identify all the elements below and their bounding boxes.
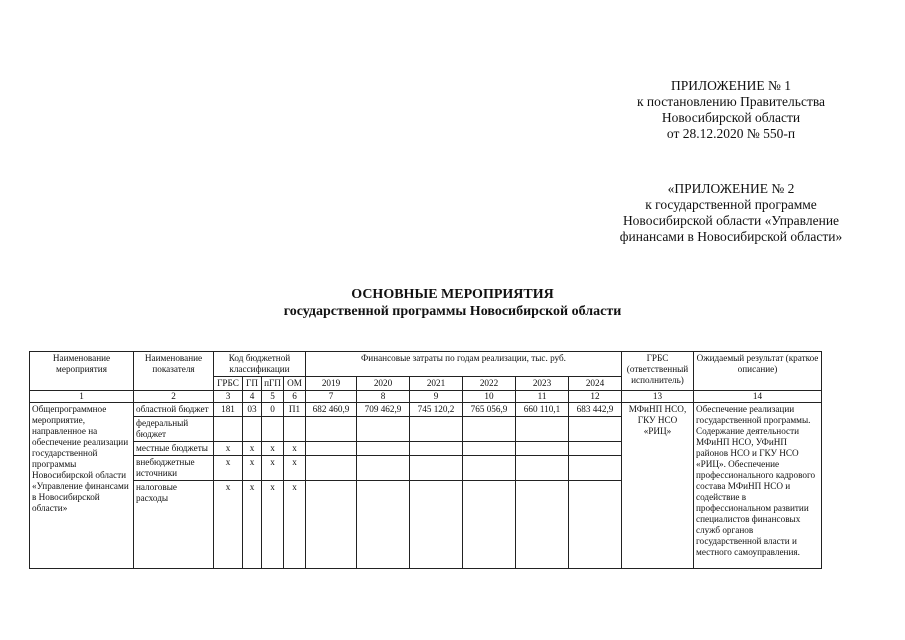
code-cell: x: [214, 456, 243, 481]
appendix-1-line: к постановлению Правительства: [636, 94, 826, 109]
value-cell: [569, 417, 622, 442]
header-code-gp: ГП: [243, 377, 262, 391]
code-cell: x: [262, 481, 284, 569]
header-code-om: ОМ: [284, 377, 306, 391]
measures-table: [29, 351, 822, 569]
value-cell: [410, 481, 463, 569]
value-cell: [516, 456, 569, 481]
document-subtitle: государственной программы Новосибирской области: [283, 304, 622, 319]
column-number-row: [30, 391, 822, 403]
value-cell: [357, 456, 410, 481]
value-cell: [357, 442, 410, 456]
column-number: 13: [622, 391, 694, 403]
code-cell: x: [284, 481, 306, 569]
responsible-cell: МФиНП НСО, ГКУ НСО «РИЦ»: [622, 403, 694, 569]
value-cell: [306, 417, 357, 442]
value-cell: [516, 442, 569, 456]
code-cell: x: [262, 442, 284, 456]
header-year-2023: 2023: [516, 377, 569, 391]
code-cell: x: [284, 456, 306, 481]
indicator-cell: внебюджетные источники: [134, 456, 214, 481]
header-year-2020: 2020: [357, 377, 410, 391]
value-cell: [357, 417, 410, 442]
appendix-2-line: к государственной программе: [645, 197, 817, 212]
code-cell: x: [243, 456, 262, 481]
column-number: 10: [463, 391, 516, 403]
indicator-cell: областной бюджет: [134, 403, 214, 417]
document-title: ОСНОВНЫЕ МЕРОПРИЯТИЯ: [351, 287, 554, 302]
header-code-pgp: пГП: [262, 377, 284, 391]
value-cell: [463, 442, 516, 456]
code-cell: x: [243, 442, 262, 456]
indicator-cell: налоговые расходы: [134, 481, 214, 569]
value-cell: [516, 417, 569, 442]
header-expected-result: Ожидаемый результат (краткое описание): [694, 352, 822, 391]
header-year-2021: 2021: [410, 377, 463, 391]
header-measure-name: Наименование мероприятия: [30, 352, 134, 391]
value-cell: [569, 456, 622, 481]
header-budget-code: Код бюджетной классификации: [214, 352, 306, 377]
header-year-2019: 2019: [306, 377, 357, 391]
result-cell: Обеспечение реализации государственной программы. Содержание деятельности МФиНП НСО, УФиНП районов НСО и ГКУ НСО «РИЦ». Обеспечение профессионального кадрового состава МФиНП НСО и содействие в профессиональном развитии специалистов финансовых служб органов государственной власти и местного самоуправления.: [694, 403, 822, 569]
appendix-2-line: финансами в Новосибирской области»: [619, 229, 843, 244]
value-cell: [463, 417, 516, 442]
code-cell: x: [262, 456, 284, 481]
appendix-2-line: Новосибирской области «Управление: [622, 213, 840, 228]
value-cell: [306, 456, 357, 481]
appendix-2-heading: [598, 181, 864, 245]
column-number: 2: [134, 391, 214, 403]
header-year-2024: 2024: [569, 377, 622, 391]
header-indicator-name: Наименование показателя: [134, 352, 214, 391]
code-cell: [243, 417, 262, 442]
appendix-1-heading: [600, 78, 862, 142]
column-number: 8: [357, 391, 410, 403]
appendix-1-line: от 28.12.2020 № 550-п: [666, 126, 796, 141]
value-cell: 683 442,9: [569, 403, 622, 417]
column-number: 14: [694, 391, 822, 403]
column-number: 7: [306, 391, 357, 403]
measure-name-cell: Общепрограммное мероприятие, направленное на обеспечение реализации государственной программы Новосибирской области «Управление финансами в Новосибирской области»: [30, 403, 134, 569]
value-cell: [306, 481, 357, 569]
code-cell: x: [284, 442, 306, 456]
code-cell: [284, 417, 306, 442]
code-cell: П1: [284, 403, 306, 417]
code-cell: [214, 417, 243, 442]
appendix-1-line: ПРИЛОЖЕНИЕ № 1: [670, 78, 792, 93]
column-number: 12: [569, 391, 622, 403]
column-number: 3: [214, 391, 243, 403]
header-row: [30, 352, 822, 377]
header-grbs: ГРБС (ответственный исполнитель): [622, 352, 694, 391]
value-cell: [357, 481, 410, 569]
value-cell: 745 120,2: [410, 403, 463, 417]
value-cell: 682 460,9: [306, 403, 357, 417]
value-cell: [516, 481, 569, 569]
column-number: 6: [284, 391, 306, 403]
column-number: 5: [262, 391, 284, 403]
column-number: 11: [516, 391, 569, 403]
code-cell: x: [214, 481, 243, 569]
value-cell: [569, 442, 622, 456]
indicator-cell: местные бюджеты: [134, 442, 214, 456]
value-cell: [410, 417, 463, 442]
column-number: 1: [30, 391, 134, 403]
code-cell: 03: [243, 403, 262, 417]
header-year-2022: 2022: [463, 377, 516, 391]
value-cell: 660 110,1: [516, 403, 569, 417]
value-cell: [463, 481, 516, 569]
header-code-grbs: ГРБС: [214, 377, 243, 391]
value-cell: [569, 481, 622, 569]
value-cell: [410, 456, 463, 481]
code-cell: x: [214, 442, 243, 456]
value-cell: [410, 442, 463, 456]
indicator-cell: федеральный бюджет: [134, 417, 214, 442]
table-row: [30, 403, 822, 417]
code-cell: 0: [262, 403, 284, 417]
code-cell: [262, 417, 284, 442]
value-cell: [463, 456, 516, 481]
value-cell: 709 462,9: [357, 403, 410, 417]
code-cell: x: [243, 481, 262, 569]
appendix-2-line: «ПРИЛОЖЕНИЕ № 2: [667, 181, 795, 196]
column-number: 9: [410, 391, 463, 403]
value-cell: [306, 442, 357, 456]
appendix-1-line: Новосибирской области: [661, 110, 801, 125]
value-cell: 765 056,9: [463, 403, 516, 417]
column-number: 4: [243, 391, 262, 403]
code-cell: 181: [214, 403, 243, 417]
header-financial-costs: Финансовые затраты по годам реализации, тыс. руб.: [306, 352, 622, 377]
